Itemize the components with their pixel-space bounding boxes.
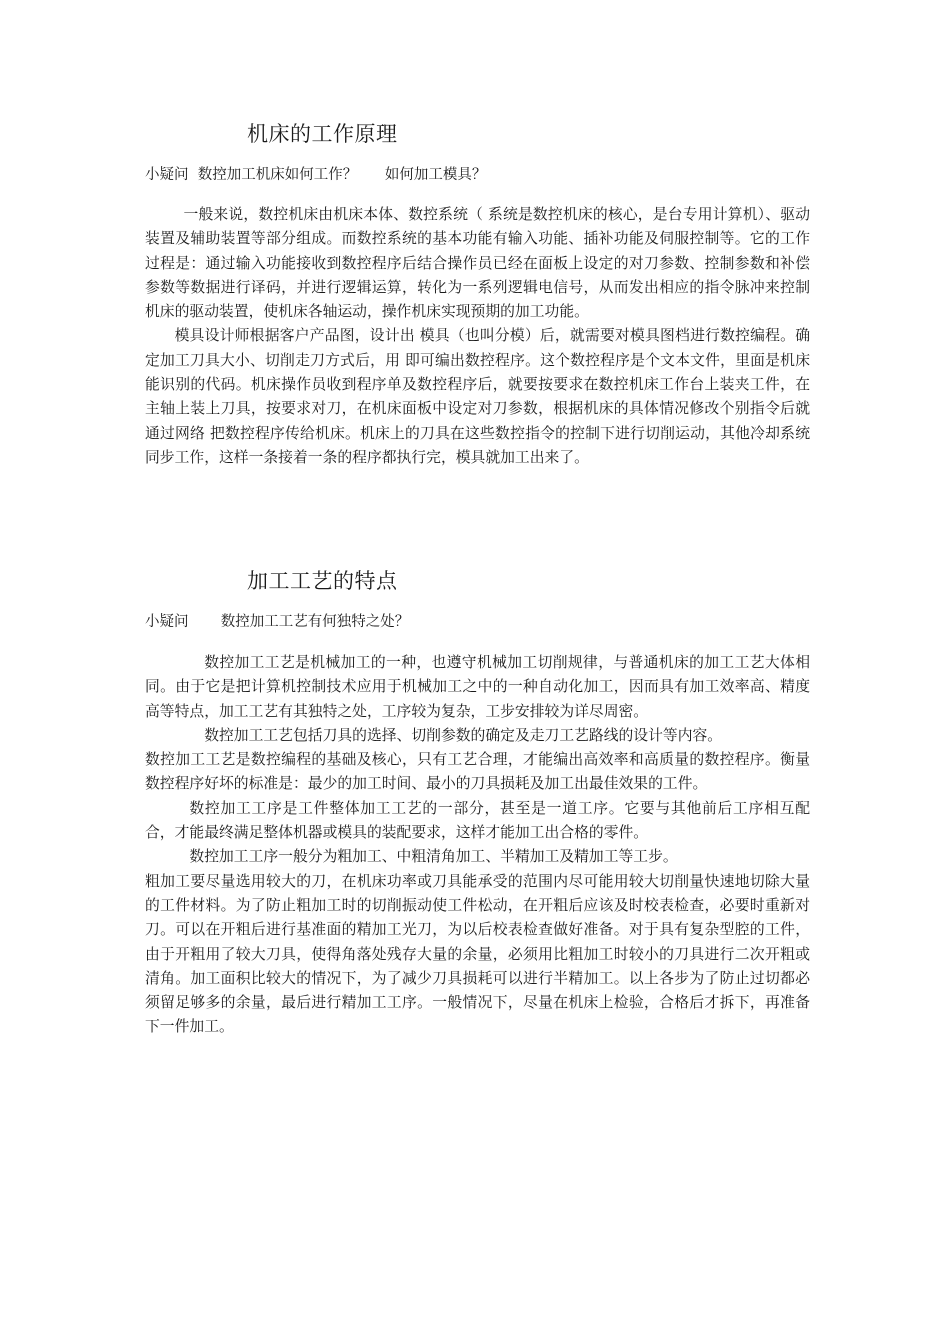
- paragraph: 数控加工工艺是机械加工的一种，也遵守机械加工切削规律，与普通机床的加工工艺大体相同。由于它是把计算机控制技术应用于机械加工之中的一种自动化加工，因而具有加工效率高、精度高等特点，加工工艺有其独特之处，工序较为复杂，工步安排较为详尽周密。: [145, 654, 810, 720]
- paragraph: 数控加工工艺是数控编程的基础及核心，只有工艺合理，才能编出高效率和高质量的数控程序。衡量数控程序好坏的标准是：最少的加工时间、最小的刀具损耗及加工出最佳效果的工件。: [145, 751, 810, 793]
- section-process-characteristics: [145, 565, 810, 1040]
- paragraph: 数控加工工序一般分为粗加工、中粗清角加工、半精加工及精加工等工步。: [189, 848, 678, 866]
- paragraph: 数控加工工艺包括刀具的选择、切削参数的确定及走刀工艺路线的设计等内容。: [204, 726, 723, 744]
- paragraph: 一般来说，数控机床由机床本体、数控系统（ 系统是数控机床的核心，是台专用计算机）、驱动装置及辅助装置等部分组成。而数控系统的基本功能有输入功能、插补功能及伺服控制等。它的工作过程是：通过输入功能接收到数控程序后结合操作员已经在面板上设定的对刀参数、控制参数和补偿参数等数据进行译码，并进行逻辑运算，转化为一系列逻辑电信号，从而发出相应的指令脉冲来控制机床的驱动装置，使机床各轴运动，操作机床实现预期的加工功能。: [145, 206, 810, 321]
- section-machine-working-principle: [145, 118, 810, 470]
- section-body: [145, 203, 810, 470]
- question-line: 小疑问 数控加工工艺有何独特之处？: [145, 614, 410, 630]
- question-line: 小疑问 数控加工机床如何工作？ 如何加工模具？: [145, 167, 487, 183]
- paragraph: 数控加工工序是工件整体加工工艺的一部分，甚至是一道工序。它要与其他前后工序相互配合，才能最终满足整体机器或模具的装配要求，这样才能加工出合格的零件。: [145, 799, 810, 842]
- section-title: 机床的工作原理: [247, 122, 398, 146]
- section-title: 加工工艺的特点: [247, 569, 398, 593]
- section-body: [145, 651, 810, 1040]
- paragraph: 模具设计师根据客户产品图，设计出 模具（也叫分模）后，就需要对模具图档进行数控编程。确定加工刀具大小、切削走刀方式后，用 即可编出数控程序。这个数控程序是个文本文件，里面是机床能识别的代码。机床操作员收到程序单及数控程序后，就要按要求在数控机床工作台上装夹工件，在主轴上装上刀具，按要求对刀，在机床面板中设定对刀参数，根据机床的具体情况修改个别指令后就通过网络 把数控程序传给机床。机床上的刀具在这些数控指令的控制下进行切削运动，其他冷却系统同步工作，这样一条接着一条的程序都执行完，模具就加工出来了。: [145, 327, 810, 466]
- paragraph: 粗加工要尽量选用较大的刀，在机床功率或刀具能承受的范围内尽可能用较大切削量快速地切除大量的工件材料。为了防止粗加工时的切削振动使工件松动，在开粗后应该及时校表检查，必要时重新对刀。可以在开粗后进行基准面的精加工光刀，为以后校表检查做好准备。对于具有复杂型腔的工件，由于开粗用了较大刀具，使得角落处残存大量的余量，必须用比粗加工时较小的刀具进行二次开粗或清角。加工面积比较大的情况下，为了减少刀具损耗可以进行半精加工。以上各步为了防止过切都必须留足够多的余量，最后进行精加工工序。一般情况下，尽量在机床上检验，合格后才拆下，再准备下一件加工。: [145, 872, 810, 1036]
